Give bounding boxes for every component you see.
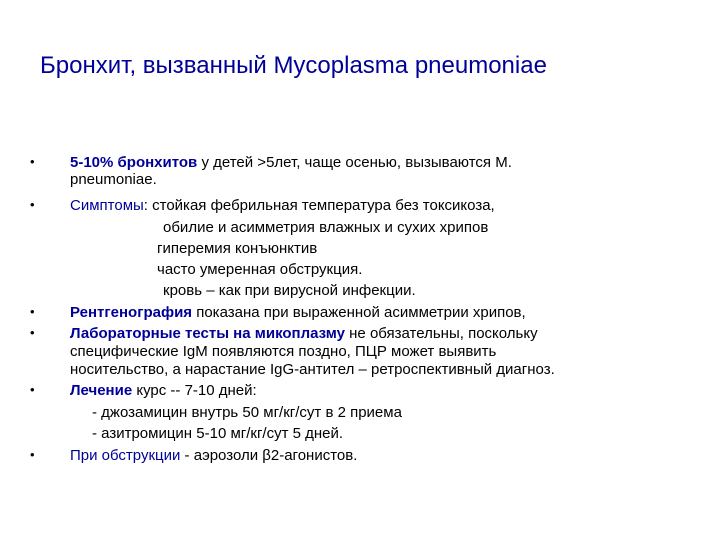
item-lead: Симптомы	[70, 197, 144, 214]
list-item-lab-tests	[70, 325, 538, 342]
item-continuation: носительство, а нарастание IgG-антител – ретроспективный диагноз.	[70, 361, 555, 378]
item-text: не обязательны, поскольку	[344, 325, 538, 342]
symptom-line: кровь – как при вирусной инфекции.	[163, 282, 416, 299]
symptom-line: обилие и асимметрия влажных и сухих хрипов	[163, 219, 489, 236]
list-item-symptoms	[70, 197, 495, 214]
item-text: : стойкая фебрильная температура без токсикоза,	[143, 197, 495, 214]
symptom-line: часто умеренная обструкция.	[157, 261, 363, 278]
list-item-incidence	[70, 154, 512, 171]
item-lead: Лечение	[70, 382, 133, 399]
bullet-marker: •	[30, 382, 35, 397]
bullet-marker: •	[30, 197, 35, 212]
item-text: - аэрозоли β2-агонистов.	[180, 447, 358, 464]
item-lead: Рентгенография	[70, 304, 193, 321]
list-item-treatment	[70, 382, 257, 399]
bullet-marker: •	[30, 325, 35, 340]
list-item-xray	[70, 304, 526, 321]
item-lead: 5-10% бронхитов	[70, 154, 198, 171]
treatment-line: - джозамицин внутрь 50 мг/кг/сут в 2 приема	[92, 404, 402, 421]
item-continuation: специфические IgM появляются поздно, ПЦР может выявить	[70, 343, 497, 360]
item-text: у детей >5лет, чаще осенью, вызываются M.	[197, 154, 512, 171]
item-text: показана при выраженной асимметрии хрипов,	[192, 304, 526, 321]
slide-title: Бронхит, вызванный Mycoplasma pneumoniae	[40, 52, 547, 79]
bullet-marker: •	[30, 154, 35, 169]
bullet-marker: •	[30, 304, 35, 319]
treatment-line: - азитромицин 5-10 мг/кг/сут 5 дней.	[92, 425, 344, 442]
item-lead: При обструкции	[70, 447, 181, 464]
item-text: курс -- 7-10 дней:	[132, 382, 257, 399]
list-item-obstruction	[70, 447, 357, 464]
item-continuation: pneumoniae.	[70, 171, 157, 188]
item-lead: Лабораторные тесты на микоплазму	[70, 325, 345, 342]
symptom-line: гиперемия конъюнктив	[157, 240, 318, 257]
bullet-marker: •	[30, 447, 35, 462]
